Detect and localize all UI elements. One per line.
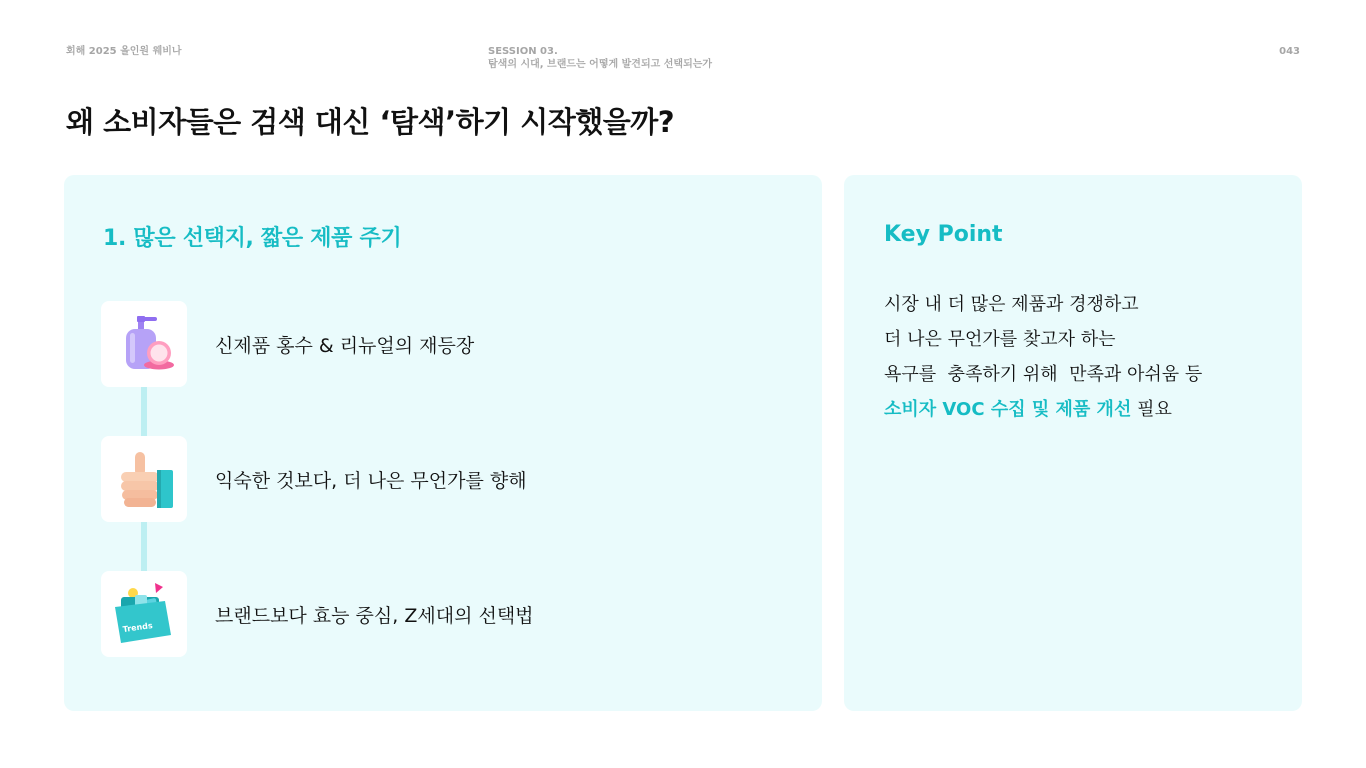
trends-folder-icon: [101, 571, 187, 657]
header-event-name: 회해 2025 올인원 웨비나: [66, 46, 182, 57]
list-item: [101, 571, 534, 657]
header-session: [488, 45, 712, 71]
key-point-title: Key Point: [884, 222, 1003, 247]
page-number: 043: [1279, 46, 1300, 57]
trends-label: Trends: [122, 620, 154, 635]
key-point-body: [884, 287, 1202, 427]
key-point-card: [844, 175, 1302, 711]
list-item: [101, 436, 527, 522]
key-point-line: 시장 내 더 많은 제품과 경쟁하고: [884, 294, 1139, 315]
item-text: 익숙한 것보다, 더 나은 무언가를 향해: [215, 469, 527, 492]
key-point-highlight: 소비자 VOC 수집 및 제품 개선: [884, 399, 1132, 420]
item-text: 브랜드보다 효능 중심, Z세대의 선택법: [215, 604, 534, 627]
session-subtitle: 탐색의 시대, 브랜드는 어떻게 발견되고 선택되는가: [488, 59, 713, 70]
key-point-line: 욕구를 충족하기 위해 만족과 아쉬움 등: [884, 364, 1203, 385]
item-text: 신제품 홍수 & 리뉴얼의 재등장: [215, 334, 475, 357]
session-label: SESSION 03.: [488, 46, 558, 57]
cosmetics-icon: [101, 301, 187, 387]
thumbs-up-icon: [101, 436, 187, 522]
key-point-suffix: 필요: [1131, 399, 1172, 420]
page-title: 왜 소비자들은 검색 대신 ‘탐색’하기 시작했을까?: [66, 105, 675, 139]
list-item: [101, 301, 474, 387]
key-point-line: 더 나은 무언가를 찾고자 하는: [884, 329, 1116, 350]
section-heading: 1. 많은 선택지, 짧은 제품 주기: [103, 226, 402, 251]
key-point-line: [884, 392, 1202, 427]
reasons-card: [64, 175, 822, 711]
